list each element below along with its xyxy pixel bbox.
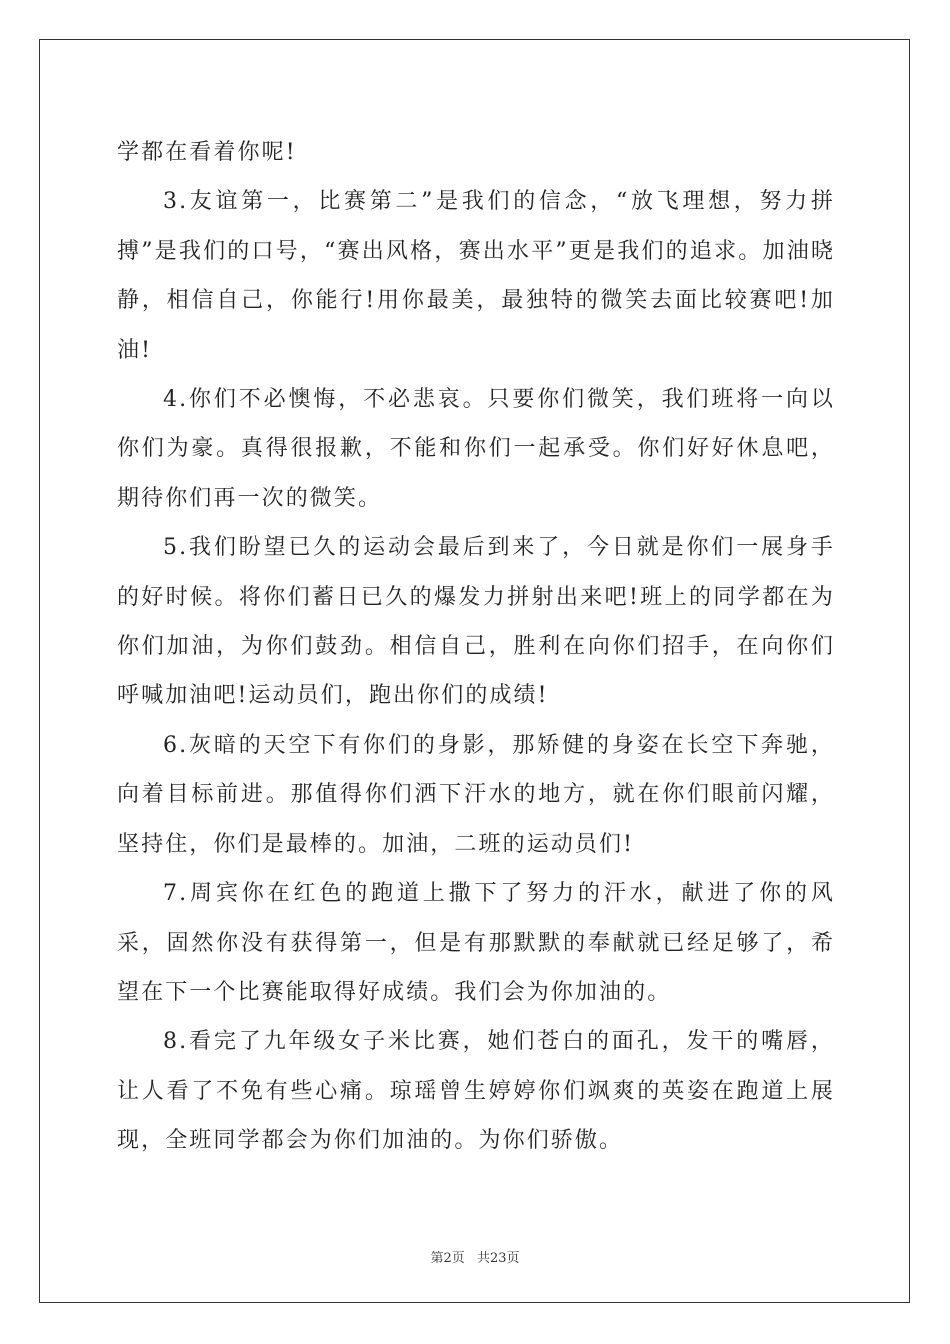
document-body — [117, 128, 835, 1166]
page-total: 共23页 — [476, 1251, 520, 1266]
paragraph-3: 4.你们不必懊悔，不必悲哀。只要你们微笑，我们班将一向以你们为豪。真得很报歉，不能和你们一起承受。你们好好休息吧，期待你们再一次的微笑。 — [117, 387, 835, 511]
paragraph-6: 7.周宾你在红色的跑道上撒下了努力的汗水，献进了你的风采，固然你没有获得第一，但是有那默默的奉献就已经足够了，希望在下一个比赛能取得好成绩。我们会为你加油的。 — [117, 881, 835, 1005]
page-footer — [0, 1247, 950, 1266]
paragraph-2: 3.友谊第一，比赛第二”是我们的信念，“放飞理想，努力拼搏”是我们的口号，“赛出风格，赛出水平”更是我们的追求。加油晓静，相信自己，你能行!用你最美，最独特的微笑去面比较赛吧!加油! — [117, 189, 835, 363]
paragraph-1: 学都在看着你呢! — [117, 140, 297, 165]
page-number: 第2页 — [430, 1251, 465, 1266]
paragraph-7: 8.看完了九年级女子米比赛，她们苍白的面孔，发干的嘴唇，让人看了不免有些心痛。琼瑶曾生婷婷你们飒爽的英姿在跑道上展现，全班同学都会为你们加油的。为你们骄傲。 — [117, 1029, 835, 1154]
paragraph-5: 6.灰暗的天空下有你们的身影，那矫健的身姿在长空下奔驰，向着目标前进。那值得你们洒下汗水的地方，就在你们眼前闪耀，坚持住，你们是最棒的。加油，二班的运动员们! — [117, 732, 835, 857]
paragraph-4: 5.我们盼望已久的运动会最后到来了，今日就是你们一展身手的好时候。将你们蓄日已久的爆发力拼射出来吧!班上的同学都在为你们加油，为你们鼓劲。相信自己，胜利在向你们招手，在向你们呼喊加油吧!运动员们，跑出你们的成绩! — [117, 535, 835, 709]
